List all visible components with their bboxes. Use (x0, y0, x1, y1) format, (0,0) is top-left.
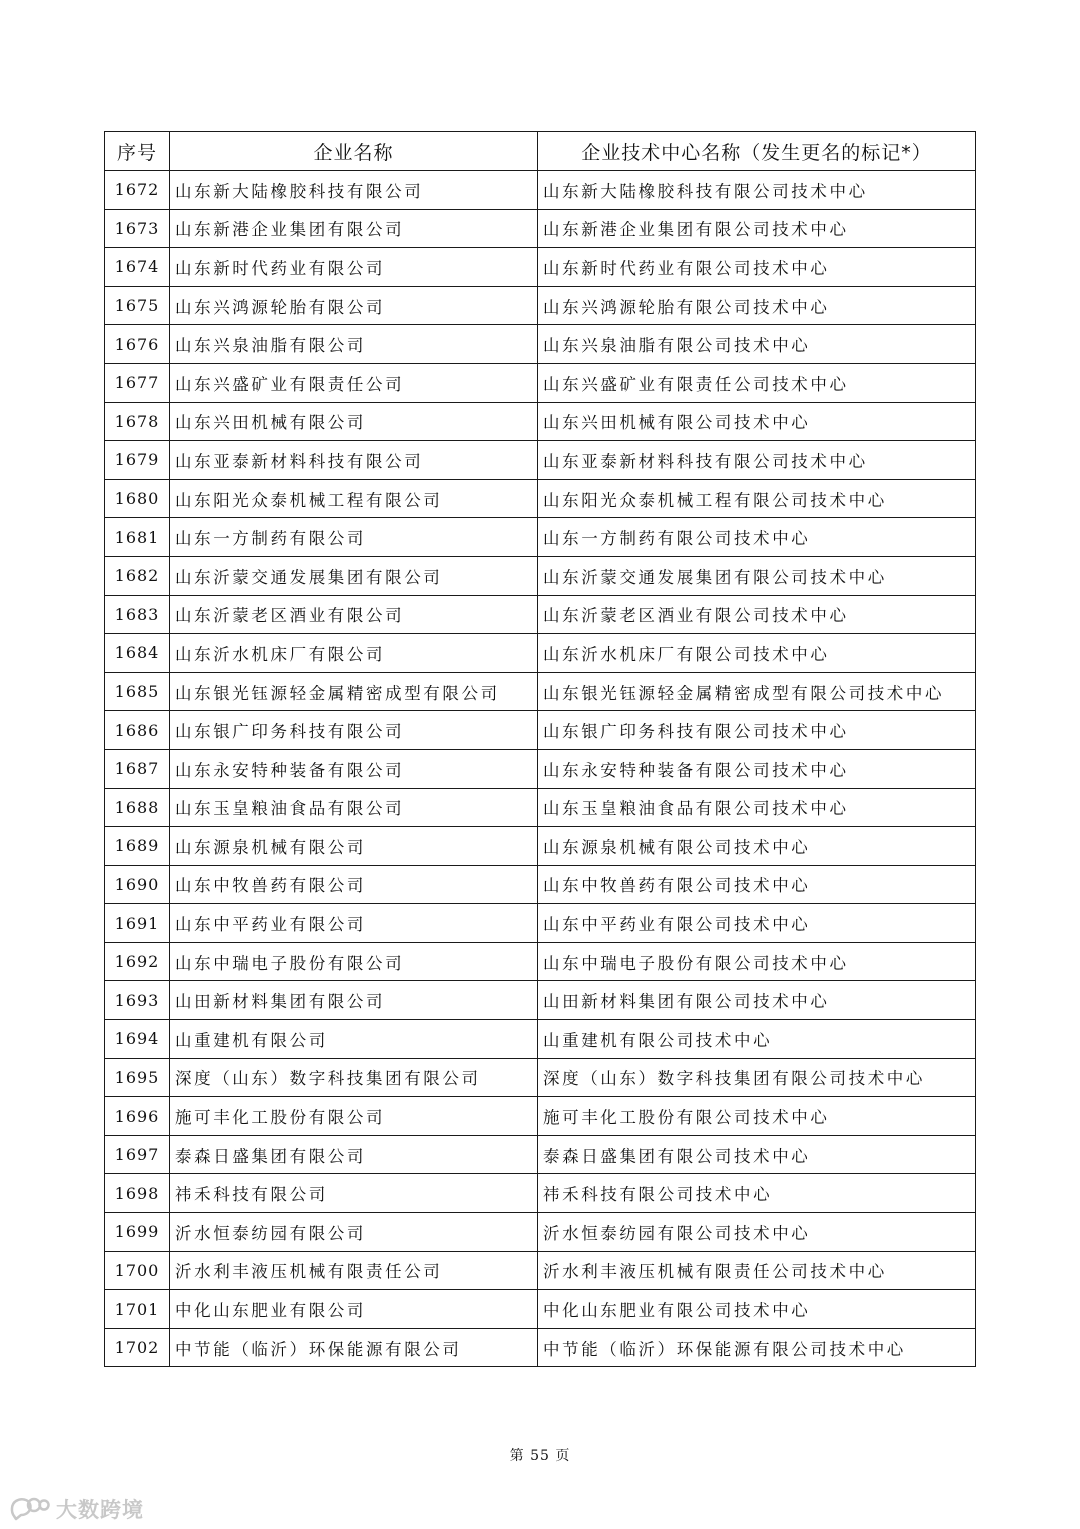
table-row (105, 827, 976, 866)
tech-center-name-cell: 山东兴盛矿业有限责任公司技术中心 (538, 363, 976, 402)
table-row (105, 286, 976, 325)
serial-number-cell: 1702 (105, 1328, 170, 1367)
serial-number-cell: 1688 (105, 788, 170, 827)
table-row (105, 209, 976, 248)
enterprise-name-cell: 山东兴田机械有限公司 (170, 402, 538, 441)
enterprise-name-cell: 中节能（临沂）环保能源有限公司 (170, 1328, 538, 1367)
tech-center-name-cell: 山重建机有限公司技术中心 (538, 1020, 976, 1059)
enterprise-name-cell: 沂水利丰液压机械有限责任公司 (170, 1251, 538, 1290)
enterprise-name-cell: 山东中瑞电子股份有限公司 (170, 942, 538, 981)
serial-number-cell: 1690 (105, 865, 170, 904)
enterprise-name-cell: 山东新港企业集团有限公司 (170, 209, 538, 248)
table-row (105, 1097, 976, 1136)
serial-number-cell: 1682 (105, 556, 170, 595)
enterprise-name-cell: 山东亚泰新材料科技有限公司 (170, 441, 538, 480)
table-row (105, 788, 976, 827)
serial-number-cell: 1697 (105, 1135, 170, 1174)
tech-center-name-cell: 山东兴泉油脂有限公司技术中心 (538, 325, 976, 364)
serial-number-cell: 1680 (105, 479, 170, 518)
table-row (105, 865, 976, 904)
serial-number-cell: 1676 (105, 325, 170, 364)
watermark (10, 1494, 144, 1524)
tech-center-name-cell: 中化山东肥业有限公司技术中心 (538, 1290, 976, 1329)
serial-number-cell: 1696 (105, 1097, 170, 1136)
table-row (105, 518, 976, 557)
table-row (105, 634, 976, 673)
table-row (105, 749, 976, 788)
header-tech-center-name: 企业技术中心名称（发生更名的标记*） (538, 132, 976, 171)
table-row (105, 1135, 976, 1174)
tech-center-name-cell: 山东中牧兽药有限公司技术中心 (538, 865, 976, 904)
tech-center-name-cell: 山东银光钰源轻金属精密成型有限公司技术中心 (538, 672, 976, 711)
table-row (105, 171, 976, 210)
tech-center-name-cell: 山东新港企业集团有限公司技术中心 (538, 209, 976, 248)
enterprise-name-cell: 山东兴盛矿业有限责任公司 (170, 363, 538, 402)
tech-center-name-cell: 山东新大陆橡胶科技有限公司技术中心 (538, 171, 976, 210)
table-row (105, 1058, 976, 1097)
enterprise-name-cell: 沂水恒泰纺园有限公司 (170, 1213, 538, 1252)
enterprise-name-cell: 施可丰化工股份有限公司 (170, 1097, 538, 1136)
serial-number-cell: 1693 (105, 981, 170, 1020)
tech-center-name-cell: 中节能（临沂）环保能源有限公司技术中心 (538, 1328, 976, 1367)
table-row (105, 441, 976, 480)
tech-center-name-cell: 山东永安特种装备有限公司技术中心 (538, 749, 976, 788)
enterprise-name-cell: 山东源泉机械有限公司 (170, 827, 538, 866)
table-row (105, 325, 976, 364)
table-row (105, 942, 976, 981)
tech-center-name-cell: 山东亚泰新材料科技有限公司技术中心 (538, 441, 976, 480)
serial-number-cell: 1691 (105, 904, 170, 943)
tech-center-name-cell: 山东沂蒙老区酒业有限公司技术中心 (538, 595, 976, 634)
serial-number-cell: 1677 (105, 363, 170, 402)
tech-center-name-cell: 祎禾科技有限公司技术中心 (538, 1174, 976, 1213)
serial-number-cell: 1681 (105, 518, 170, 557)
table-row (105, 711, 976, 750)
enterprise-name-cell: 山东银广印务科技有限公司 (170, 711, 538, 750)
serial-number-cell: 1694 (105, 1020, 170, 1059)
enterprise-name-cell: 山东新时代药业有限公司 (170, 248, 538, 287)
enterprise-name-cell: 山东新大陆橡胶科技有限公司 (170, 171, 538, 210)
serial-number-cell: 1675 (105, 286, 170, 325)
tech-center-name-cell: 山东一方制药有限公司技术中心 (538, 518, 976, 557)
serial-number-cell: 1674 (105, 248, 170, 287)
enterprise-name-cell: 山东中平药业有限公司 (170, 904, 538, 943)
table-row (105, 363, 976, 402)
enterprise-name-cell: 中化山东肥业有限公司 (170, 1290, 538, 1329)
table-row (105, 556, 976, 595)
enterprise-name-cell: 山东玉皇粮油食品有限公司 (170, 788, 538, 827)
enterprise-name-cell: 深度（山东）数字科技集团有限公司 (170, 1058, 538, 1097)
table-row (105, 248, 976, 287)
enterprise-name-cell: 山东兴泉油脂有限公司 (170, 325, 538, 364)
table-body (105, 171, 976, 1367)
tech-center-name-cell: 山东沂蒙交通发展集团有限公司技术中心 (538, 556, 976, 595)
serial-number-cell: 1699 (105, 1213, 170, 1252)
tech-center-name-cell: 山东源泉机械有限公司技术中心 (538, 827, 976, 866)
serial-number-cell: 1686 (105, 711, 170, 750)
header-enterprise-name: 企业名称 (170, 132, 538, 171)
tech-center-name-cell: 山东新时代药业有限公司技术中心 (538, 248, 976, 287)
enterprise-name-cell: 山东永安特种装备有限公司 (170, 749, 538, 788)
table-row (105, 1328, 976, 1367)
tech-center-name-cell: 山东中瑞电子股份有限公司技术中心 (538, 942, 976, 981)
tech-center-name-cell: 沂水恒泰纺园有限公司技术中心 (538, 1213, 976, 1252)
tech-center-name-cell: 山东中平药业有限公司技术中心 (538, 904, 976, 943)
serial-number-cell: 1700 (105, 1251, 170, 1290)
table-row (105, 672, 976, 711)
table-row (105, 1020, 976, 1059)
serial-number-cell: 1687 (105, 749, 170, 788)
serial-number-cell: 1673 (105, 209, 170, 248)
enterprise-name-cell: 山东阳光众泰机械工程有限公司 (170, 479, 538, 518)
table-row (105, 479, 976, 518)
table-row (105, 981, 976, 1020)
tech-center-name-cell: 深度（山东）数字科技集团有限公司技术中心 (538, 1058, 976, 1097)
tech-center-name-cell: 山东阳光众泰机械工程有限公司技术中心 (538, 479, 976, 518)
enterprise-name-cell: 山东沂蒙交通发展集团有限公司 (170, 556, 538, 595)
enterprise-name-cell: 山东一方制药有限公司 (170, 518, 538, 557)
table-row (105, 1174, 976, 1213)
serial-number-cell: 1672 (105, 171, 170, 210)
tech-center-name-cell: 泰森日盛集团有限公司技术中心 (538, 1135, 976, 1174)
serial-number-cell: 1698 (105, 1174, 170, 1213)
serial-number-cell: 1678 (105, 402, 170, 441)
table-row (105, 402, 976, 441)
tech-center-name-cell: 山东兴田机械有限公司技术中心 (538, 402, 976, 441)
enterprise-table (104, 131, 976, 1367)
tech-center-name-cell: 山田新材料集团有限公司技术中心 (538, 981, 976, 1020)
enterprise-name-cell: 祎禾科技有限公司 (170, 1174, 538, 1213)
tech-center-name-cell: 山东银广印务科技有限公司技术中心 (538, 711, 976, 750)
header-row (105, 132, 976, 171)
serial-number-cell: 1689 (105, 827, 170, 866)
serial-number-cell: 1692 (105, 942, 170, 981)
enterprise-name-cell: 山东沂水机床厂有限公司 (170, 634, 538, 673)
serial-number-cell: 1679 (105, 441, 170, 480)
enterprise-name-cell: 泰森日盛集团有限公司 (170, 1135, 538, 1174)
serial-number-cell: 1684 (105, 634, 170, 673)
tech-center-name-cell: 山东沂水机床厂有限公司技术中心 (538, 634, 976, 673)
serial-number-cell: 1685 (105, 672, 170, 711)
enterprise-name-cell: 山重建机有限公司 (170, 1020, 538, 1059)
enterprise-name-cell: 山东兴鸿源轮胎有限公司 (170, 286, 538, 325)
table-row (105, 1251, 976, 1290)
chat-bubbles-icon (10, 1496, 50, 1522)
table-header (105, 132, 976, 171)
enterprise-name-cell: 山东银光钰源轻金属精密成型有限公司 (170, 672, 538, 711)
tech-center-name-cell: 沂水利丰液压机械有限责任公司技术中心 (538, 1251, 976, 1290)
watermark-text: 大数跨境 (56, 1498, 144, 1522)
enterprise-name-cell: 山田新材料集团有限公司 (170, 981, 538, 1020)
table-row (105, 1290, 976, 1329)
table-row (105, 1213, 976, 1252)
serial-number-cell: 1701 (105, 1290, 170, 1329)
tech-center-name-cell: 施可丰化工股份有限公司技术中心 (538, 1097, 976, 1136)
header-serial-number: 序号 (105, 132, 170, 171)
table-row (105, 595, 976, 634)
tech-center-name-cell: 山东兴鸿源轮胎有限公司技术中心 (538, 286, 976, 325)
serial-number-cell: 1683 (105, 595, 170, 634)
tech-center-name-cell: 山东玉皇粮油食品有限公司技术中心 (538, 788, 976, 827)
enterprise-name-cell: 山东沂蒙老区酒业有限公司 (170, 595, 538, 634)
page-number: 第 55 页 (509, 1448, 571, 1464)
serial-number-cell: 1695 (105, 1058, 170, 1097)
table-row (105, 904, 976, 943)
enterprise-name-cell: 山东中牧兽药有限公司 (170, 865, 538, 904)
